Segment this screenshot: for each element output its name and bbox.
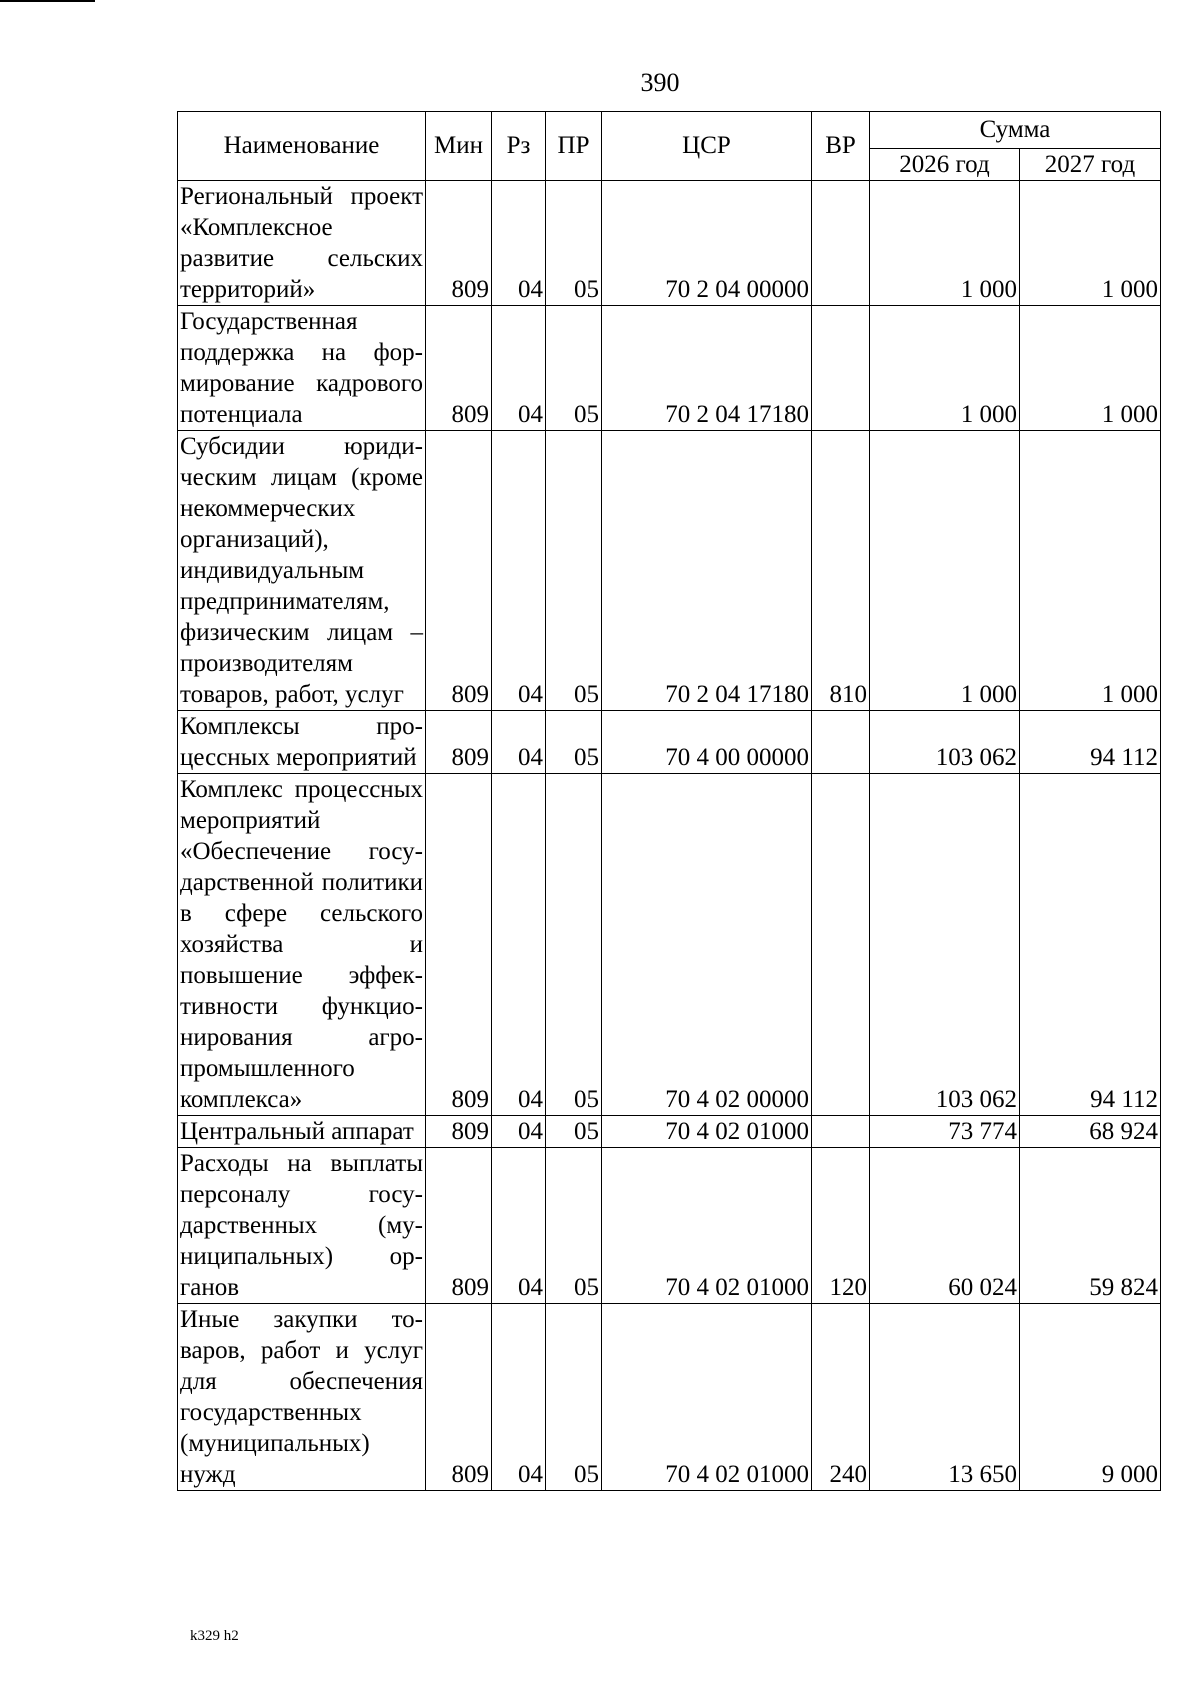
cell-min: 809 bbox=[426, 711, 492, 774]
col-header-rz: Рз bbox=[492, 112, 546, 181]
cell-2026: 1 000 bbox=[870, 306, 1020, 431]
cell-pr: 05 bbox=[546, 306, 602, 431]
cell-2026: 103 062 bbox=[870, 774, 1020, 1116]
cell-rz: 04 bbox=[492, 1116, 546, 1148]
cell-csr: 70 2 04 17180 bbox=[602, 306, 812, 431]
table-header bbox=[178, 112, 1161, 181]
cell-pr: 05 bbox=[546, 1116, 602, 1148]
cell-vr: 810 bbox=[812, 431, 870, 711]
cell-vr bbox=[812, 181, 870, 306]
col-header-vr: ВР bbox=[812, 112, 870, 181]
cell-2027: 59 824 bbox=[1020, 1148, 1161, 1304]
cell-name: Расходы на выплаты персоналу государственных (муниципальных) органов bbox=[178, 1148, 426, 1304]
header-row-top bbox=[178, 112, 1161, 149]
table-row bbox=[178, 181, 1161, 306]
col-header-pr: ПР bbox=[546, 112, 602, 181]
cell-2027: 1 000 bbox=[1020, 306, 1161, 431]
corner-mark-line bbox=[0, 0, 95, 2]
cell-rz: 04 bbox=[492, 1148, 546, 1304]
cell-min: 809 bbox=[426, 431, 492, 711]
cell-rz: 04 bbox=[492, 431, 546, 711]
cell-vr bbox=[812, 306, 870, 431]
table-body bbox=[178, 181, 1161, 1491]
cell-pr: 05 bbox=[546, 1148, 602, 1304]
cell-csr: 70 4 02 01000 bbox=[602, 1148, 812, 1304]
cell-name: Субсидии юридическим лицам (кроме некоммерческих организаций), индивидуальным предпринимателям, физическим лицам – производителям товаров, работ, услуг bbox=[178, 431, 426, 711]
cell-vr bbox=[812, 1116, 870, 1148]
cell-rz: 04 bbox=[492, 1304, 546, 1491]
cell-pr: 05 bbox=[546, 711, 602, 774]
cell-min: 809 bbox=[426, 306, 492, 431]
cell-2027: 1 000 bbox=[1020, 431, 1161, 711]
cell-csr: 70 4 02 00000 bbox=[602, 774, 812, 1116]
cell-csr: 70 2 04 17180 bbox=[602, 431, 812, 711]
col-header-min: Мин bbox=[426, 112, 492, 181]
cell-2026: 1 000 bbox=[870, 181, 1020, 306]
cell-rz: 04 bbox=[492, 306, 546, 431]
cell-2027: 1 000 bbox=[1020, 181, 1161, 306]
cell-min: 809 bbox=[426, 774, 492, 1116]
cell-pr: 05 bbox=[546, 1304, 602, 1491]
cell-2026: 73 774 bbox=[870, 1116, 1020, 1148]
table-row bbox=[178, 774, 1161, 1116]
cell-name: Региональный проект «Комплексное развитие сельских территорий» bbox=[178, 181, 426, 306]
footer-code: k329 h2 bbox=[190, 1628, 239, 1644]
col-header-2026: 2026 год bbox=[870, 149, 1020, 181]
cell-2026: 1 000 bbox=[870, 431, 1020, 711]
cell-csr: 70 2 04 00000 bbox=[602, 181, 812, 306]
cell-csr: 70 4 02 01000 bbox=[602, 1116, 812, 1148]
cell-2027: 94 112 bbox=[1020, 711, 1161, 774]
cell-name: Иные закупки товаров, работ и услуг для обеспечения государственных (муниципальных) нужд bbox=[178, 1304, 426, 1491]
col-header-sum: Сумма bbox=[870, 112, 1161, 149]
cell-min: 809 bbox=[426, 181, 492, 306]
cell-vr: 120 bbox=[812, 1148, 870, 1304]
cell-2027: 94 112 bbox=[1020, 774, 1161, 1116]
cell-rz: 04 bbox=[492, 774, 546, 1116]
cell-name: Комплексы процессных мероприятий bbox=[178, 711, 426, 774]
cell-name: Государственная поддержка на формирование кадрового потенциала bbox=[178, 306, 426, 431]
cell-pr: 05 bbox=[546, 181, 602, 306]
cell-2027: 9 000 bbox=[1020, 1304, 1161, 1491]
cell-min: 809 bbox=[426, 1116, 492, 1148]
cell-2026: 13 650 bbox=[870, 1304, 1020, 1491]
cell-2027: 68 924 bbox=[1020, 1116, 1161, 1148]
col-header-2027: 2027 год bbox=[1020, 149, 1161, 181]
budget-table bbox=[177, 111, 1161, 1491]
page-number: 390 bbox=[640, 68, 680, 97]
cell-rz: 04 bbox=[492, 711, 546, 774]
cell-name: Комплекс процессных мероприятий «Обеспечение государственной политики в сфере сельского хозяйства и повышение эффективности функционирования агропромышленного комплекса» bbox=[178, 774, 426, 1116]
cell-pr: 05 bbox=[546, 431, 602, 711]
cell-vr bbox=[812, 774, 870, 1116]
cell-2026: 103 062 bbox=[870, 711, 1020, 774]
cell-2026: 60 024 bbox=[870, 1148, 1020, 1304]
table-row bbox=[178, 431, 1161, 711]
cell-pr: 05 bbox=[546, 774, 602, 1116]
table-row bbox=[178, 711, 1161, 774]
cell-vr: 240 bbox=[812, 1304, 870, 1491]
cell-name: Центральный аппарат bbox=[178, 1116, 426, 1148]
cell-csr: 70 4 02 01000 bbox=[602, 1304, 812, 1491]
cell-csr: 70 4 00 00000 bbox=[602, 711, 812, 774]
cell-min: 809 bbox=[426, 1148, 492, 1304]
table-row bbox=[178, 1148, 1161, 1304]
col-header-csr: ЦСР bbox=[602, 112, 812, 181]
cell-vr bbox=[812, 711, 870, 774]
table-row bbox=[178, 1116, 1161, 1148]
table-row bbox=[178, 306, 1161, 431]
cell-min: 809 bbox=[426, 1304, 492, 1491]
cell-rz: 04 bbox=[492, 181, 546, 306]
col-header-name: Наименование bbox=[178, 112, 426, 181]
table-row bbox=[178, 1304, 1161, 1491]
